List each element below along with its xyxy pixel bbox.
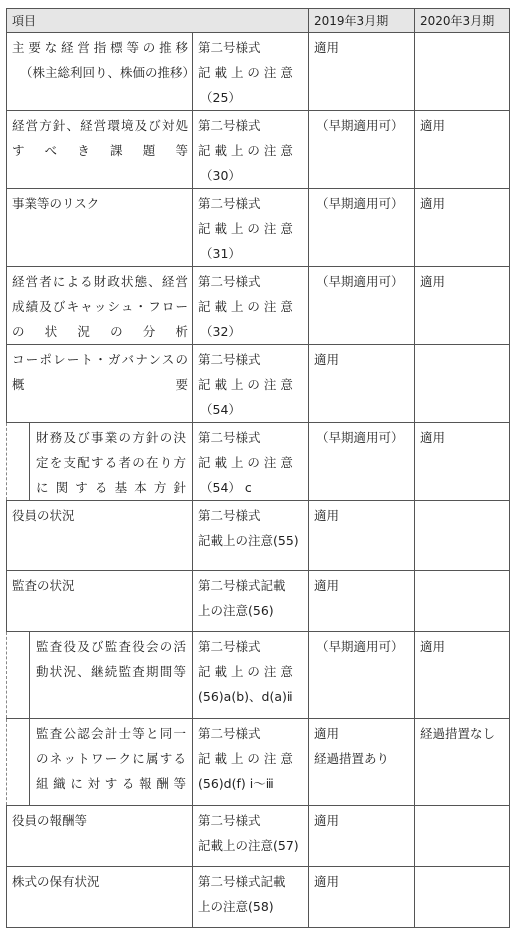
item-text: 経営者による財政状態、経営	[12, 274, 188, 289]
reference-text: 第二号様式	[198, 508, 261, 523]
reference-text: 第二号様式	[198, 118, 261, 133]
status-text: 適用	[420, 118, 446, 133]
table-row	[7, 501, 510, 571]
item-cell	[7, 111, 193, 189]
reference-text: 記 載 上 の 注 意	[198, 751, 293, 766]
status-text: 経過措置あり	[314, 751, 390, 766]
header-item: 項目	[7, 9, 309, 33]
reference-text: （32）	[200, 324, 241, 339]
item-cell	[7, 571, 193, 632]
reference-text: 記 載 上 の 注 意	[198, 65, 293, 80]
reference-text: 記 載 上 の 注 意	[198, 664, 293, 679]
header-2019: 2019年3月期	[309, 9, 415, 33]
reference-text: 第二号様式	[198, 274, 261, 289]
status-text: 経過措置なし	[420, 726, 496, 741]
item-text: 動状況、継続監査期間等	[36, 664, 186, 679]
item-text: （株主総利回り、株価の推移）	[20, 65, 196, 80]
table-row	[7, 571, 510, 632]
table-row	[7, 33, 510, 111]
item-text: のネットワークに属する	[36, 751, 186, 766]
item-text: の状況の分析	[12, 324, 188, 339]
item-text: 定を支配する者の在り方	[36, 455, 186, 470]
reference-text: （54）	[200, 402, 241, 417]
reference-cell	[193, 719, 309, 806]
status-text: 適用	[420, 639, 446, 654]
fy2020-cell	[415, 423, 510, 501]
status-text: （早期適用可）	[316, 639, 404, 654]
fy2020-cell	[415, 189, 510, 267]
item-cell	[7, 267, 193, 345]
reference-cell	[193, 806, 309, 867]
item-cell	[7, 189, 193, 267]
reference-text: 第二号様式	[198, 352, 261, 367]
item-text: 株式の保有状況	[12, 874, 100, 889]
item-cell	[7, 33, 196, 111]
fy2019-cell	[309, 33, 415, 111]
fy2020-cell	[415, 719, 510, 806]
header-row	[7, 9, 510, 33]
reference-cell	[193, 33, 309, 111]
reference-text: 第二号様式	[198, 430, 261, 445]
reference-text: （31）	[200, 246, 241, 261]
fy2019-cell	[309, 571, 415, 632]
indent-spacer	[7, 632, 30, 718]
table-row	[7, 806, 510, 867]
item-text: 監査公認会計士等と同一	[36, 726, 186, 741]
reference-text: 上の注意(56)	[198, 603, 274, 618]
fy2020-cell	[415, 345, 510, 423]
reference-text: 上の注意(58)	[198, 899, 274, 914]
fy2020-cell	[415, 33, 510, 111]
item-text: 財務及び事業の方針の決	[36, 430, 186, 445]
table-row	[7, 719, 510, 806]
fy2019-cell	[309, 867, 415, 928]
item-cell	[7, 806, 193, 867]
fy2019-cell	[309, 111, 415, 189]
fy2020-cell	[415, 571, 510, 632]
table-row	[7, 632, 510, 719]
status-text: 適用	[314, 813, 340, 828]
reference-text: 第二号様式	[198, 813, 261, 828]
status-text: 適用	[420, 274, 446, 289]
reference-cell	[193, 267, 309, 345]
item-cell	[7, 632, 193, 719]
item-text: 経営方針、経営環境及び対処	[12, 118, 188, 133]
item-text: 事業等のリスク	[12, 196, 100, 211]
status-text: （早期適用可）	[316, 118, 404, 133]
item-text: コーポレート・ガバナンスの	[12, 352, 188, 367]
reference-text: 記 載 上 の 注 意	[198, 455, 293, 470]
table-row	[7, 111, 510, 189]
item-text: 役員の報酬等	[12, 813, 88, 828]
fy2020-cell	[415, 111, 510, 189]
item-cell	[7, 867, 193, 928]
reference-text: 第二号様式	[198, 639, 261, 654]
item-text: に関する基本方針	[36, 480, 186, 495]
status-text: （早期適用可）	[316, 196, 404, 211]
reference-cell	[193, 571, 309, 632]
item-text: 組織に対する報酬等	[36, 776, 186, 791]
table-row	[7, 189, 510, 267]
item-text: 監査の状況	[12, 578, 75, 593]
table-row	[7, 423, 510, 501]
reference-text: (56)a(b)、d(a)ⅱ	[198, 689, 293, 704]
item-cell	[7, 345, 193, 423]
fy2019-cell	[309, 423, 415, 501]
indent-spacer	[7, 423, 30, 500]
status-text: 適用	[420, 430, 446, 445]
status-text: 適用	[314, 40, 340, 55]
reference-text: 記 載 上 の 注 意	[198, 221, 293, 236]
item-text: 成績及びキャッシュ・フロー	[12, 299, 188, 314]
status-text: 適用	[314, 874, 340, 889]
reference-cell	[193, 111, 309, 189]
status-text: （早期適用可）	[316, 274, 404, 289]
reference-text: (56)d(f) ⅰ〜ⅲ	[198, 776, 274, 791]
fy2019-cell	[309, 632, 415, 719]
status-text: 適用	[314, 508, 340, 523]
item-text: 主要な経営指標等の推移	[12, 40, 188, 55]
header-2020: 2020年3月期	[415, 9, 510, 33]
table-row	[7, 345, 510, 423]
status-text: 適用	[420, 196, 446, 211]
item-cell	[7, 719, 193, 806]
reference-cell	[193, 632, 309, 719]
fy2019-cell	[309, 719, 415, 806]
reference-text: 第二号様式	[198, 196, 261, 211]
status-text: 適用	[314, 726, 340, 741]
reference-text: 第二号様式記載	[198, 578, 286, 593]
reference-text: 記 載 上 の 注 意	[198, 299, 293, 314]
table-row	[7, 867, 510, 928]
table-row	[7, 267, 510, 345]
reference-text: 第二号様式	[198, 40, 261, 55]
fy2020-cell	[415, 267, 510, 345]
status-text: 適用	[314, 352, 340, 367]
indent-spacer	[7, 719, 30, 805]
reference-text: 記載上の注意(55)	[198, 533, 299, 548]
reference-cell	[193, 501, 309, 571]
reference-text: （54） c	[200, 480, 252, 495]
reference-text: 記載上の注意(57)	[198, 838, 299, 853]
reference-text: 記 載 上 の 注 意	[198, 377, 293, 392]
item-cell	[7, 501, 193, 571]
reference-text: 第二号様式記載	[198, 874, 286, 889]
status-text: 適用	[314, 578, 340, 593]
fy2019-cell	[309, 806, 415, 867]
fy2020-cell	[415, 501, 510, 571]
reference-text: （30）	[200, 168, 241, 183]
item-text: 役員の状況	[12, 508, 75, 523]
disclosure-table	[6, 8, 510, 928]
fy2020-cell	[415, 806, 510, 867]
fy2019-cell	[309, 501, 415, 571]
fy2019-cell	[309, 345, 415, 423]
item-cell	[7, 423, 193, 501]
status-text: （早期適用可）	[316, 430, 404, 445]
item-text: すべき課題等	[12, 143, 188, 158]
fy2020-cell	[415, 867, 510, 928]
fy2019-cell	[309, 189, 415, 267]
reference-cell	[193, 189, 309, 267]
reference-cell	[193, 345, 309, 423]
item-text: 監査役及び監査役会の活	[36, 639, 186, 654]
reference-text: （25）	[200, 90, 241, 105]
reference-text: 第二号様式	[198, 726, 261, 741]
reference-cell	[193, 423, 309, 501]
reference-text: 記 載 上 の 注 意	[198, 143, 293, 158]
item-text: 概要	[12, 377, 188, 392]
fy2020-cell	[415, 632, 510, 719]
reference-cell	[193, 867, 309, 928]
fy2019-cell	[309, 267, 415, 345]
